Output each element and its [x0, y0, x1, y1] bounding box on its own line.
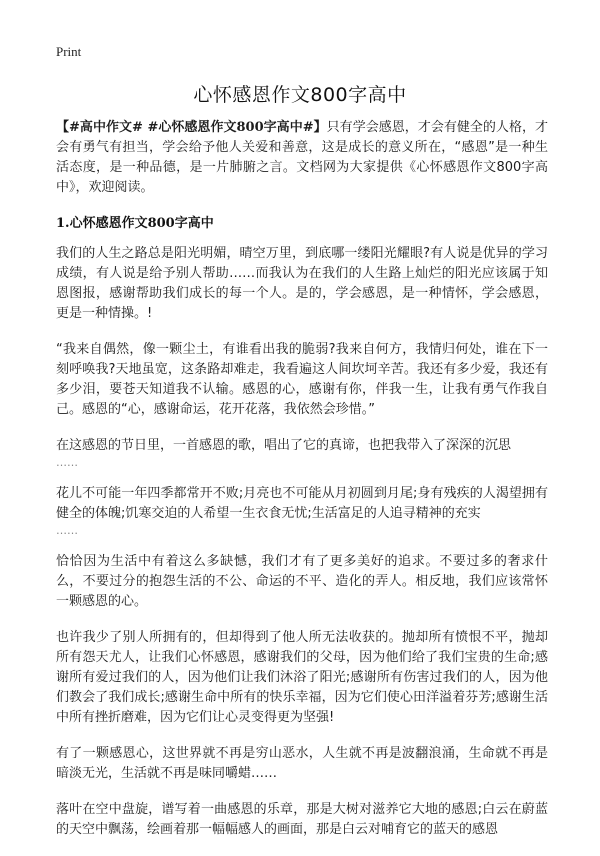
paragraph-4 [56, 484, 548, 538]
paragraph-4-text: 花儿不可能一年四季都常开不败;月亮也不可能从月初圆到月尾;身有残疾的人渴望拥有健全的体魄;饥寒交迫的人希望一生衣食无忧;生活富足的人追寻精神的充实 [56, 486, 548, 521]
paragraph-7: 有了一颗感恩心，这世界就不再是穷山恶水，人生就不再是波翻浪涌，生命就不再是暗淡无光，生活就不再是味同嚼蜡…… [56, 746, 548, 781]
paragraph-3 [56, 436, 548, 470]
intro-text: 只有学会感恩，才会有健全的人格，才会有勇气有担当，学会给予他人关爱和善意，这是成长的意义所在，“感恩”是一种生活态度，是一种品德，是一片肺腑之言。文档网为大家提供《心怀感恩作文800字高中》，欢迎阅读。 [56, 120, 548, 195]
paragraph-4-ellipsis: …… [56, 524, 78, 537]
paragraph-5: 恰恰因为生活中有着这么多缺憾，我们才有了更多美好的追求。不要过多的奢求什么，不要过分的抱怨生活的不公、命运的不平、造化的弄人。相反地，我们应该常怀一颗感恩的心。 [56, 554, 548, 609]
intro-tags: 【#高中作文# #心怀感恩作文800字高中#】 [56, 120, 327, 135]
print-label: Print [56, 44, 82, 59]
paragraph-2: “我来自偶然，像一颗尘土，有谁看出我的脆弱?我来自何方，我情归何处，谁在下一刻呼唤我?天地虽宽，这条路却难走，我看遍这人间坎坷辛苦。我还有多少爱，我还有多少泪，要苍天知道我不认输。感恩的心，感谢有你，伴我一生，让我有勇气作我自己。感恩的“心，感谢命运，花开花落，我依然会珍惜。” [56, 342, 548, 417]
article-body [56, 118, 548, 856]
paragraph-3-ellipsis: …… [56, 456, 78, 469]
paragraph-6: 也许我少了别人所拥有的，但却得到了他人所无法收获的。抛却所有愤恨不平，抛却所有怨天尤人，让我们心怀感恩，感谢我们的父母，因为他们给了我们宝贵的生命;感谢所有爱过我们的人，因为他们让我们沐浴了阳光;感谢所有伤害过我们的人，因为他们教会了我们成长;感谢生命中所有的快乐幸福，因为它们使心田洋溢着芬芳;感谢生活中所有挫折磨难，因为它们让心灵变得更为坚强! [56, 630, 548, 725]
paragraph-8: 落叶在空中盘旋，谱写着一曲感恩的乐章，那是大树对滋养它大地的感恩;白云在蔚蓝的天空中飘荡，绘画着那一幅幅感人的画面，那是白云对哺育它的蓝天的感恩 [56, 802, 548, 837]
section-heading: 1.心怀感恩作文800字高中 [56, 216, 214, 231]
paragraph-3-text: 在这感恩的节日里，一首感恩的歌，唱出了它的真谛，也把我带入了深深的沉思 [56, 438, 512, 453]
page-title: 心怀感恩作文800字高中 [193, 84, 407, 106]
intro-paragraph [56, 118, 548, 198]
paragraph-1: 我们的人生之路总是阳光明媚，晴空万里，到底哪一缕阳光耀眼?有人说是优异的学习成绩，有人说是给予别人帮助……而我认为在我们的人生路上灿烂的阳光应该属于知恩图报，感谢帮助我们成长的每一个人。是的，学会感恩，是一种情怀，学会感恩，更是一种情操。! [56, 246, 548, 321]
